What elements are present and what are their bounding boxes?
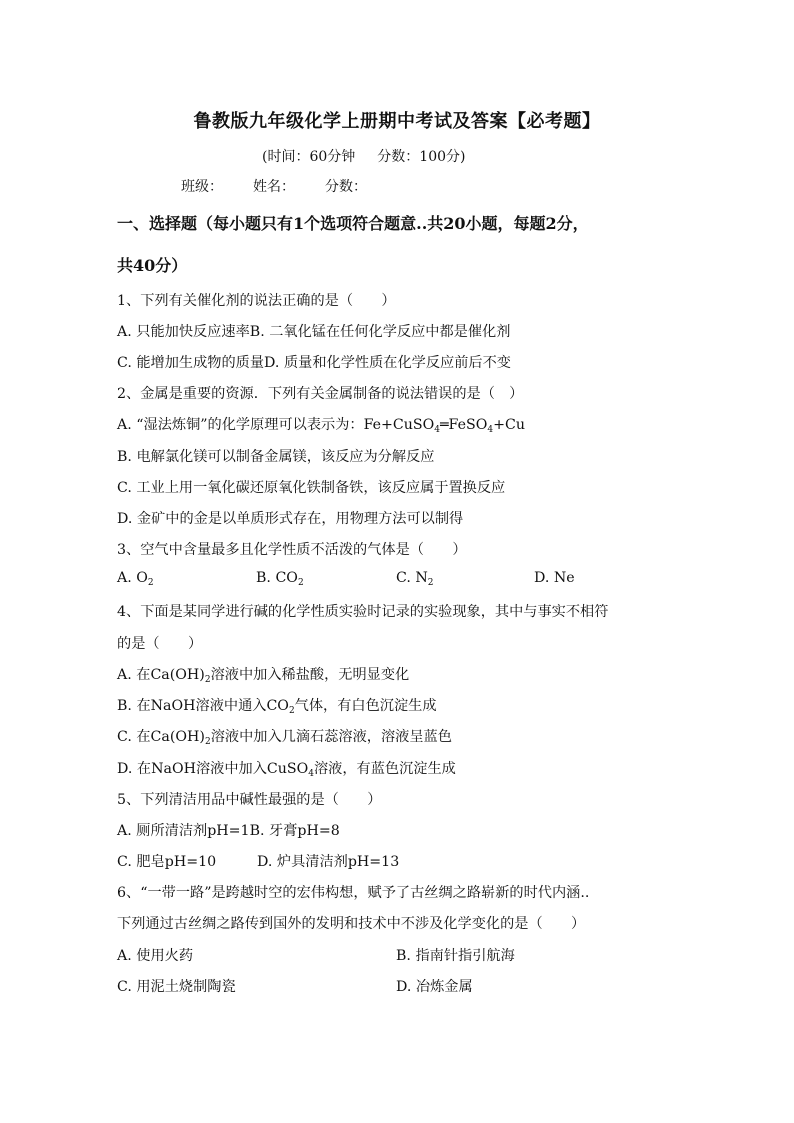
q4-c-sub: 2 [204,737,211,747]
q3-c-sub: 2 [427,578,434,588]
q2-a-sub1: 4 [434,425,441,435]
q5-option-d: D. 炉具清洁剂pH=13 [257,854,400,870]
q4-d-text1: D. 在NaOH溶液中加入CuSO [117,761,309,777]
q3-b-sub: 2 [297,578,304,588]
q6-stem-line1: 6、“一带一路”是跨越时空的宏伟构想，赋予了古丝绸之路崭新的时代内涵.. [117,885,590,901]
class-label: 班级： [181,179,223,195]
q4-option-c [117,726,452,747]
q3-option-d: D. Ne [534,570,575,586]
q4-option-b [117,695,437,716]
q3-b-text: B. CO [256,570,298,586]
q3-stem: 3、空气中含量最多且化学性质不活泼的气体是（ ） [117,542,467,558]
q2-a-text1: A. “湿法炼铜”的化学原理可以表示为：Fe+CuSO [117,417,435,433]
q1-options-ab: A. 只能加快反应速率B. 二氧化锰在任何化学反应中都是催化剂 [117,324,511,340]
q4-a-text2: 溶液中加入稀盐酸，无明显变化 [210,667,410,683]
q4-c-text2: 溶液中加入几滴石蕊溶液，溶液呈蓝色 [210,729,452,745]
q4-b-sub: 2 [288,706,295,716]
q1-options-cd: C. 能增加生成物的质量D. 质量和化学性质在化学反应前后不变 [117,355,511,371]
q3-a-text: A. O [117,570,148,586]
q4-b-text2: 气体，有白色沉淀生成 [294,698,437,714]
q6-option-b: B. 指南针指引航海 [396,948,515,964]
q3-option-c [396,570,434,588]
section-heading-line1: 一、选择题（每小题只有1个选项符合题意..共20小题，每题2分， [117,214,589,233]
q5-options-ab: A. 厕所清洁剂pH=1B. 牙膏pH=8 [117,823,340,839]
q6-stem-line2: 下列通过古丝绸之路传到国外的发明和技术中不涉及化学变化的是（ ） [117,916,586,932]
q4-stem-line1: 4、下面是某同学进行碱的化学性质实验时记录的实验现象，其中与事实不相符 [117,604,609,620]
q2-option-b: B. 电解氯化镁可以制备金属镁，该反应为分解反应 [117,449,435,465]
exam-time: (时间：60分钟 [262,149,356,165]
q4-option-a [117,664,409,685]
q2-a-text2: ═FeSO [440,417,488,433]
q4-c-text1: C. 在Ca(OH) [117,729,205,745]
student-info [181,176,397,196]
q3-a-sub: 2 [147,578,154,588]
q2-a-text3: +Cu [493,417,525,433]
q5-stem: 5、下列清洁用品中碱性最强的是（ ） [117,792,382,808]
q4-d-sub: 4 [308,769,314,779]
section-heading-line2: 共40分） [117,256,188,275]
q2-option-c: C. 工业上用一氧化碳还原氧化铁制备铁，该反应属于置换反应 [117,480,506,496]
q2-a-sub2: 4 [487,425,494,435]
q5-option-c: C. 肥皂pH=10 [117,854,217,870]
q1-stem: 1、下列有关催化剂的说法正确的是（ ） [117,293,396,309]
q3-c-text: C. N [396,570,428,586]
q3-option-b [256,570,304,588]
q4-a-text1: A. 在Ca(OH) [117,667,205,683]
q4-d-text2: 溶液，有蓝色沉淀生成 [313,761,456,777]
name-label: 姓名： [253,179,295,195]
q4-b-text1: B. 在NaOH溶液中通入CO [117,698,289,714]
q4-a-sub: 2 [204,675,211,685]
score-label: 分数： [325,179,367,195]
q3-option-a [117,570,154,588]
exam-title: 鲁教版九年级化学上册期中考试及答案【必考题】 [193,111,601,132]
q6-option-c: C. 用泥土烧制陶瓷 [117,979,236,995]
q2-option-d: D. 金矿中的金是以单质形式存在，用物理方法可以制得 [117,511,464,527]
q4-stem-line2: 的是（ ） [117,636,203,652]
exam-score-total: 分数：100分) [377,149,466,165]
q6-option-a: A. 使用火药 [117,948,194,964]
q2-option-a [117,414,525,435]
exam-meta [262,146,487,166]
q2-stem: 2、金属是重要的资源．下列有关金属制备的说法错误的是（ ） [117,386,524,402]
q4-option-d [117,758,456,779]
q6-option-d: D. 冶炼金属 [396,979,473,995]
